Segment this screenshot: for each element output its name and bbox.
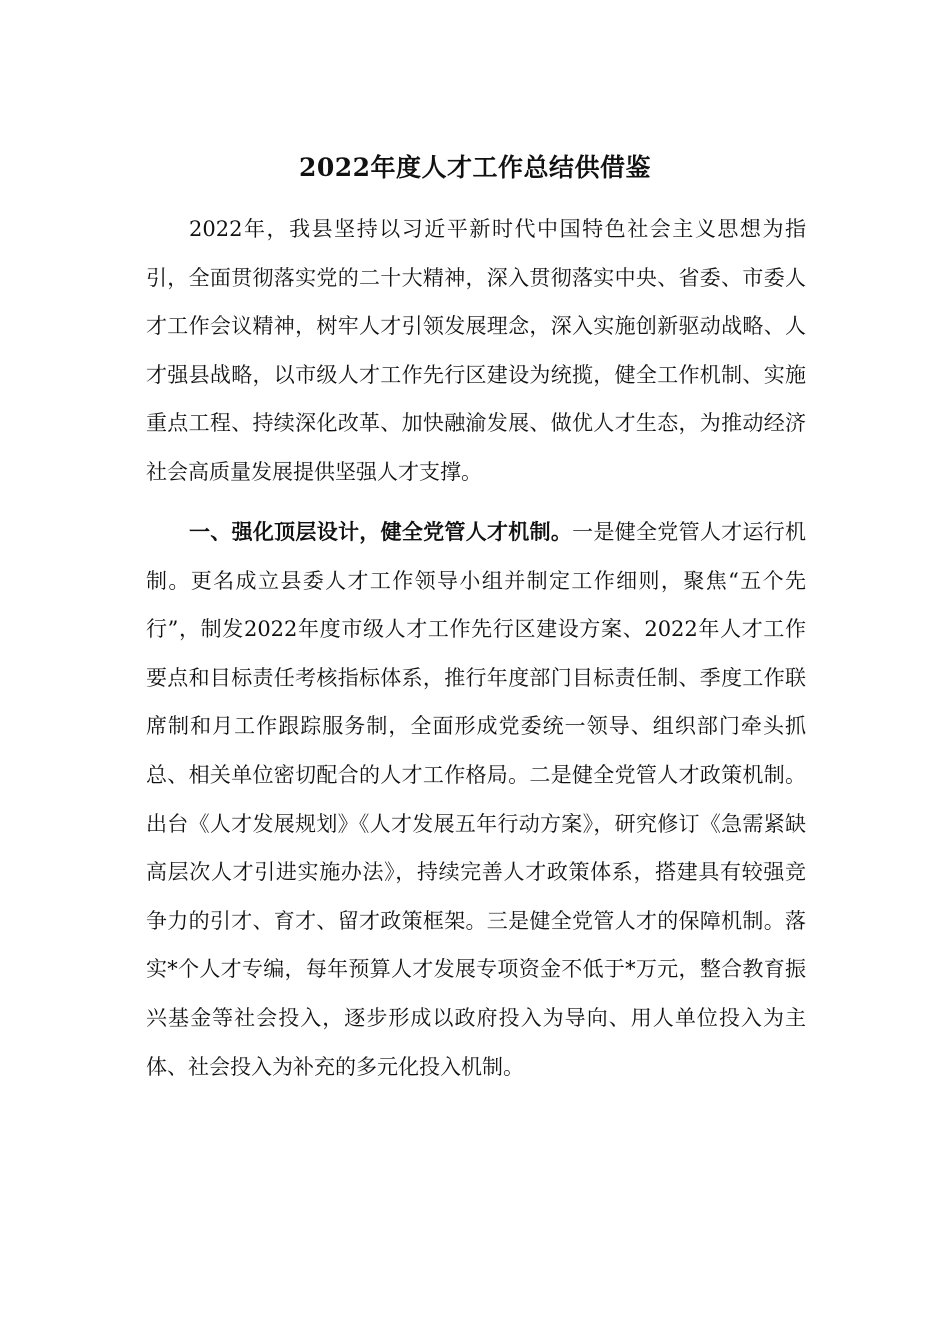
intro-paragraph: 2022年，我县坚持以习近平新时代中国特色社会主义思想为指引，全面贯彻落实党的二十大精神，深入贯彻落实中央、省委、市委人才工作会议精神，树牢人才引领发展理念，深入实施创新驱动战略、人才强县战略，以市级人才工作先行区建设为统揽，健全工作机制、实施重点工程、持续深化改革、加快融渝发展、做优人才生态，为推动经济社会高质量发展提供坚强人才支撑。 <box>146 217 806 484</box>
section-1-heading: 一、强化顶层设计，健全党管人才机制。 <box>189 519 573 544</box>
section-1-text: 一是健全党管人才运行机制。更名成立县委人才工作领导小组并制定工作细则，聚焦“五个先行”，制发2022年度市级人才工作先行区建设方案、2022年人才工作要点和目标责任考核指标体系，推行年度部门目标责任制、季度工作联席制和月工作跟踪服务制，全面形成党委统一领导、组织部门牵头抓总、相关单位密切配合的人才工作格局。二是健全党管人才政策机制。出台《人才发展规划》《人才发展五年行动方案》，研究修订《急需紧缺高层次人才引进实施办法》，持续完善人才政策体系，搭建具有较强竞争力的引才、育才、留才政策框架。三是健全党管人才的保障机制。落实*个人才专编，每年预算人才发展专项资金不低于*万元，整合教育振兴基金等社会投入，逐步形成以政府投入为导向、用人单位投入为主体、社会投入为补充的多元化投入机制。 <box>146 520 807 1079</box>
document-title: 2022年度人才工作总结供借鉴 <box>298 153 652 182</box>
section-1-paragraph <box>146 508 806 1091</box>
